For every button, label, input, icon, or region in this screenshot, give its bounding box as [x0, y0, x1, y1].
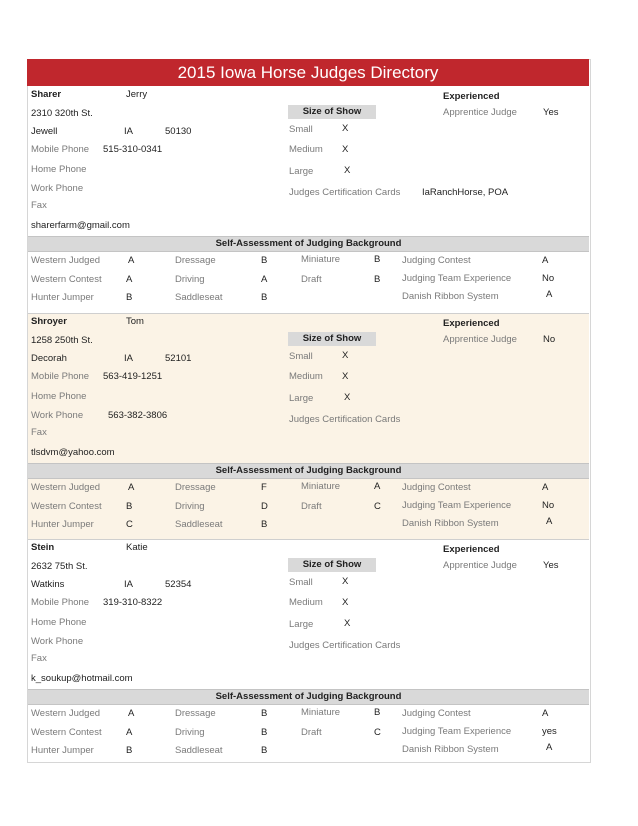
judge-first-name: Tom	[126, 316, 144, 327]
small-mark: X	[342, 123, 349, 134]
saddleseat-grade: B	[261, 745, 268, 756]
driving-grade: D	[261, 501, 268, 512]
draft-grade: C	[374, 727, 381, 738]
judging-contest-grade: A	[542, 482, 549, 493]
western-contest-grade: A	[126, 274, 133, 285]
dressage-label: Dressage	[175, 482, 216, 493]
work-phone-label: Work Phone	[31, 183, 84, 194]
experienced-label: Experienced	[443, 318, 500, 329]
apprentice-judge-value: No	[543, 334, 556, 345]
work-phone-label: Work Phone	[31, 410, 84, 421]
miniature-label: Miniature	[301, 481, 341, 492]
self-assessment-header: Self-Assessment of Judging Background	[28, 236, 589, 252]
saddleseat-grade: B	[261, 292, 268, 303]
mobile-phone-value: 319-310-8322	[103, 597, 163, 608]
judging-team-experience-value: yes	[542, 726, 557, 737]
judge-city: Decorah	[31, 353, 67, 364]
fax-label: Fax	[31, 427, 47, 438]
draft-label: Draft	[301, 501, 322, 512]
judging-contest-label: Judging Contest	[402, 708, 471, 719]
mobile-phone-label: Mobile Phone	[31, 144, 90, 155]
small-label: Small	[289, 124, 313, 135]
danish-ribbon-system-grade: A	[546, 516, 553, 527]
hunter-jumper-grade: C	[126, 519, 133, 530]
judge-email: k_soukup@hotmail.com	[31, 673, 133, 684]
hunter-jumper-label: Hunter Jumper	[31, 292, 94, 303]
saddleseat-grade: B	[261, 519, 268, 530]
danish-ribbon-system-label: Danish Ribbon System	[402, 291, 499, 302]
judge-state: IA	[124, 579, 133, 590]
hunter-jumper-label: Hunter Jumper	[31, 745, 94, 756]
judging-contest-label: Judging Contest	[402, 482, 471, 493]
work-phone-value: 563-382-3806	[108, 410, 168, 421]
large-mark: X	[344, 392, 351, 403]
judge-zip: 52354	[165, 579, 192, 590]
self-assessment-header: Self-Assessment of Judging Background	[28, 463, 589, 479]
judging-contest-grade: A	[542, 708, 549, 719]
judge-last-name: Sharer	[31, 89, 62, 100]
home-phone-label: Home Phone	[31, 391, 87, 402]
danish-ribbon-system-label: Danish Ribbon System	[402, 518, 499, 529]
size-of-show-header: Size of Show	[288, 105, 376, 119]
western-contest-label: Western Contest	[31, 274, 102, 285]
apprentice-judge-label: Apprentice Judge	[443, 334, 517, 345]
judge-street: 2310 320th St.	[31, 108, 93, 119]
judging-contest-grade: A	[542, 255, 549, 266]
draft-grade: C	[374, 501, 381, 512]
western-judged-grade: A	[128, 255, 135, 266]
fax-label: Fax	[31, 653, 47, 664]
work-phone-label: Work Phone	[31, 636, 84, 647]
home-phone-label: Home Phone	[31, 617, 87, 628]
mobile-phone-label: Mobile Phone	[31, 371, 90, 382]
judge-city: Watkins	[31, 579, 65, 590]
fax-label: Fax	[31, 200, 47, 211]
large-mark: X	[344, 165, 351, 176]
apprentice-judge-label: Apprentice Judge	[443, 107, 517, 118]
draft-label: Draft	[301, 274, 322, 285]
certification-cards-label: Judges Certification Cards	[289, 640, 401, 651]
judge-zip: 52101	[165, 353, 192, 364]
hunter-jumper-label: Hunter Jumper	[31, 519, 94, 530]
large-label: Large	[289, 393, 314, 404]
page-title: 2015 Iowa Horse Judges Directory	[27, 59, 589, 86]
danish-ribbon-system-grade: A	[546, 742, 553, 753]
medium-label: Medium	[289, 144, 323, 155]
western-judged-label: Western Judged	[31, 255, 101, 266]
saddleseat-label: Saddleseat	[175, 519, 223, 530]
small-label: Small	[289, 577, 313, 588]
danish-ribbon-system-label: Danish Ribbon System	[402, 744, 499, 755]
western-contest-label: Western Contest	[31, 501, 102, 512]
dressage-grade: F	[261, 482, 267, 493]
western-judged-label: Western Judged	[31, 482, 101, 493]
medium-label: Medium	[289, 597, 323, 608]
driving-grade: B	[261, 727, 268, 738]
dressage-grade: B	[261, 708, 268, 719]
saddleseat-label: Saddleseat	[175, 745, 223, 756]
self-assessment-header: Self-Assessment of Judging Background	[28, 689, 589, 705]
driving-label: Driving	[175, 501, 205, 512]
judge-state: IA	[124, 353, 133, 364]
large-label: Large	[289, 619, 314, 630]
draft-label: Draft	[301, 727, 322, 738]
danish-ribbon-system-grade: A	[546, 289, 553, 300]
western-contest-grade: B	[126, 501, 133, 512]
judging-team-experience-value: No	[542, 273, 555, 284]
medium-label: Medium	[289, 371, 323, 382]
apprentice-judge-value: Yes	[543, 107, 559, 118]
apprentice-judge-label: Apprentice Judge	[443, 560, 517, 571]
western-judged-grade: A	[128, 708, 135, 719]
experienced-label: Experienced	[443, 91, 500, 102]
certification-cards-value: IaRanchHorse, POA	[422, 187, 509, 198]
medium-mark: X	[342, 371, 349, 382]
dressage-label: Dressage	[175, 708, 216, 719]
small-mark: X	[342, 576, 349, 587]
driving-grade: A	[261, 274, 268, 285]
miniature-grade: A	[374, 481, 381, 492]
size-of-show-header: Size of Show	[288, 332, 376, 346]
medium-mark: X	[342, 597, 349, 608]
driving-label: Driving	[175, 727, 205, 738]
record-divider	[28, 313, 589, 314]
size-of-show-header: Size of Show	[288, 558, 376, 572]
driving-label: Driving	[175, 274, 205, 285]
small-label: Small	[289, 351, 313, 362]
medium-mark: X	[342, 144, 349, 155]
western-contest-grade: A	[126, 727, 133, 738]
dressage-label: Dressage	[175, 255, 216, 266]
large-label: Large	[289, 166, 314, 177]
experienced-label: Experienced	[443, 544, 500, 555]
judge-last-name: Stein	[31, 542, 55, 553]
draft-grade: B	[374, 274, 381, 285]
home-phone-label: Home Phone	[31, 164, 87, 175]
judging-team-experience-label: Judging Team Experience	[402, 726, 512, 737]
certification-cards-label: Judges Certification Cards	[289, 414, 401, 425]
small-mark: X	[342, 350, 349, 361]
hunter-jumper-grade: B	[126, 292, 133, 303]
judge-first-name: Jerry	[126, 89, 148, 100]
mobile-phone-value: 563-419-1251	[103, 371, 163, 382]
miniature-label: Miniature	[301, 254, 341, 265]
miniature-label: Miniature	[301, 707, 341, 718]
apprentice-judge-value: Yes	[543, 560, 559, 571]
judge-email: sharerfarm@gmail.com	[31, 220, 130, 231]
judging-contest-label: Judging Contest	[402, 255, 471, 266]
judge-last-name: Shroyer	[31, 316, 67, 327]
judge-street: 1258 250th St.	[31, 335, 93, 346]
judge-email: tlsdvm@yahoo.com	[31, 447, 115, 458]
mobile-phone-label: Mobile Phone	[31, 597, 90, 608]
large-mark: X	[344, 618, 351, 629]
miniature-grade: B	[374, 254, 381, 265]
judge-street: 2632 75th St.	[31, 561, 88, 572]
judging-team-experience-label: Judging Team Experience	[402, 273, 512, 284]
mobile-phone-value: 515-310-0341	[103, 144, 163, 155]
judge-zip: 50130	[165, 126, 192, 137]
judge-city: Jewell	[31, 126, 58, 137]
judging-team-experience-label: Judging Team Experience	[402, 500, 512, 511]
western-judged-grade: A	[128, 482, 135, 493]
hunter-jumper-grade: B	[126, 745, 133, 756]
western-judged-label: Western Judged	[31, 708, 101, 719]
judge-state: IA	[124, 126, 133, 137]
judging-team-experience-value: No	[542, 500, 555, 511]
judge-first-name: Katie	[126, 542, 148, 553]
saddleseat-label: Saddleseat	[175, 292, 223, 303]
certification-cards-label: Judges Certification Cards	[289, 187, 401, 198]
miniature-grade: B	[374, 707, 381, 718]
dressage-grade: B	[261, 255, 268, 266]
western-contest-label: Western Contest	[31, 727, 102, 738]
record-divider	[28, 539, 589, 540]
